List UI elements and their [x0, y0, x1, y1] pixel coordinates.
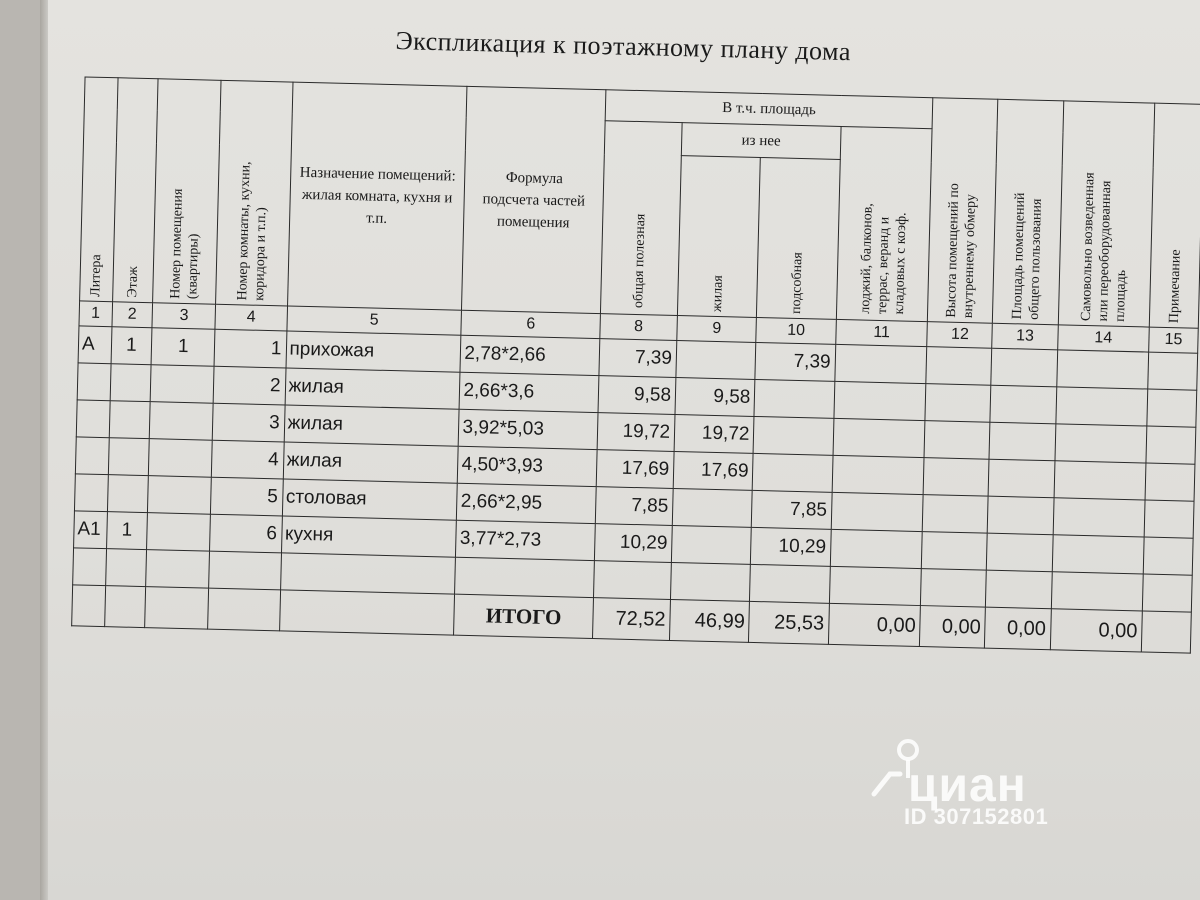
cell-living	[671, 525, 751, 564]
cell-formula	[455, 557, 594, 597]
cell-height	[922, 532, 988, 571]
cell-living: 17,69	[673, 451, 753, 490]
cell-unauthorized	[1052, 535, 1144, 574]
header-area-group: В т.ч. площадь	[605, 90, 933, 129]
column-number: 5	[286, 306, 462, 335]
cell-auxiliary	[750, 564, 830, 603]
cell-total: 19,72	[597, 413, 675, 452]
column-number: 8	[600, 314, 678, 341]
cell-total: 9,58	[598, 376, 676, 415]
totals-label: ИТОГО	[454, 594, 593, 638]
cell-note	[1141, 611, 1191, 653]
cell-room: 5	[211, 477, 283, 516]
cell-note	[1142, 574, 1192, 612]
header-living: жилая	[677, 156, 760, 318]
watermark-brand: циан	[908, 759, 1027, 812]
cell-common	[988, 496, 1054, 535]
cell-note	[1144, 500, 1194, 538]
cell-floor	[105, 549, 147, 587]
cell-note	[1146, 426, 1196, 464]
cell-apartment	[149, 439, 213, 478]
cell-loggias	[832, 455, 924, 494]
cell-auxiliary	[754, 379, 834, 418]
cell-formula: 2,78*2,66	[460, 335, 599, 375]
cell-litera: А1	[74, 511, 107, 549]
cell-floor: 1	[106, 512, 148, 550]
header-unauthorized-area: Самовольно возведенная или переоборудованная площадь	[1058, 101, 1155, 327]
total-living-area: 46,99	[670, 599, 750, 642]
cell-litera	[74, 474, 107, 512]
cell-purpose: жилая	[283, 442, 459, 483]
total-height: 0,00	[920, 606, 986, 649]
cell-room: 6	[210, 514, 282, 553]
cell-apartment	[150, 365, 214, 404]
cell-common	[989, 422, 1055, 461]
cell-room: 1	[214, 329, 286, 368]
cell-purpose	[279, 590, 455, 635]
header-apartment-number: Номер помещения (квартиры)	[153, 79, 222, 304]
cell-apartment	[148, 476, 212, 515]
cell-loggias	[831, 492, 923, 531]
column-number: 3	[152, 303, 216, 330]
header-total-useful: общая полезная	[600, 121, 682, 316]
header-purpose: Назначение помещений: жилая комната, кухня и т.п.	[287, 82, 467, 310]
column-number: 2	[112, 302, 153, 328]
column-number: 13	[992, 323, 1058, 350]
cell-living	[676, 341, 756, 380]
cell-litera	[76, 400, 109, 438]
cell-floor	[109, 401, 151, 439]
cell-unauthorized	[1051, 572, 1143, 611]
cell-height	[923, 458, 989, 497]
cell-living	[671, 562, 751, 601]
cell-note	[1143, 537, 1193, 575]
cell-room: 4	[212, 440, 284, 479]
cell-total	[593, 561, 671, 600]
header-of-which: из нее	[681, 123, 840, 160]
cell-room: 2	[213, 366, 285, 405]
cell-floor: 1	[111, 327, 153, 365]
cell-room	[208, 588, 280, 631]
cell-living	[672, 488, 752, 527]
header-loggias: лоджий, балконов, террас, веранд и кладовых с коэф.	[836, 126, 932, 321]
cell-floor	[104, 586, 146, 628]
cell-litera	[77, 363, 110, 401]
column-number: 15	[1149, 327, 1199, 353]
cell-apartment	[149, 402, 213, 441]
cell-total: 7,39	[599, 339, 677, 378]
cell-floor	[108, 438, 150, 476]
cell-floor	[107, 475, 149, 513]
cell-apartment: 1	[151, 328, 215, 367]
cell-formula: 2,66*3,6	[460, 372, 599, 412]
total-unauthorized-area: 0,00	[1050, 609, 1143, 652]
cell-living: 19,72	[674, 414, 754, 453]
explication-table	[71, 76, 1200, 653]
cell-auxiliary: 7,85	[752, 490, 832, 529]
column-number: 11	[836, 319, 928, 346]
cell-unauthorized	[1056, 350, 1148, 389]
cell-unauthorized	[1054, 461, 1146, 500]
cell-apartment	[147, 513, 211, 552]
cell-height	[926, 347, 992, 386]
cell-loggias	[835, 344, 927, 383]
cell-total: 10,29	[594, 524, 672, 563]
cian-watermark	[868, 738, 1098, 838]
header-note: Примечание	[1149, 103, 1200, 328]
cell-apartment	[146, 550, 210, 589]
cell-purpose	[280, 553, 456, 594]
cell-common	[986, 570, 1052, 609]
cell-common	[990, 385, 1056, 424]
column-number: 10	[756, 317, 836, 344]
cell-total: 7,85	[595, 487, 673, 526]
column-number: 4	[215, 304, 287, 331]
total-useful-area: 72,52	[592, 598, 670, 641]
watermark-listing-id: ID 307152801	[904, 804, 1049, 829]
cell-room: 3	[213, 403, 285, 442]
cell-purpose: кухня	[281, 516, 457, 557]
cell-common	[991, 348, 1057, 387]
cell-purpose: жилая	[284, 405, 460, 446]
cell-formula: 2,66*2,95	[457, 483, 596, 523]
cell-common	[987, 533, 1053, 572]
cell-height	[921, 569, 987, 608]
cell-purpose: жилая	[285, 368, 461, 409]
cell-litera	[75, 437, 108, 475]
cell-living: 9,58	[675, 378, 755, 417]
column-number: 12	[927, 322, 993, 349]
cell-loggias	[829, 566, 921, 605]
total-auxiliary-area: 25,53	[749, 601, 829, 644]
column-number: 14	[1057, 325, 1149, 352]
cell-height	[924, 421, 990, 460]
cell-auxiliary	[753, 416, 833, 455]
page-title: Экспликация к поэтажному плану дома	[395, 26, 852, 67]
header-formula: Формула подсчета частей помещения	[462, 86, 606, 313]
cell-total: 17,69	[596, 450, 674, 489]
cell-formula: 4,50*3,93	[458, 446, 597, 486]
cell-floor	[110, 364, 152, 402]
cell-loggias	[830, 529, 922, 568]
header-height: Высота помещений по внутреннему обмеру	[928, 98, 999, 324]
cell-formula: 3,77*2,73	[456, 520, 595, 560]
cell-note	[1148, 352, 1198, 390]
cell-loggias	[833, 418, 925, 457]
cell-purpose: столовая	[282, 479, 458, 520]
cell-auxiliary	[753, 453, 833, 492]
cell-formula: 3,92*5,03	[459, 409, 598, 449]
total-common-area: 0,00	[985, 607, 1051, 650]
header-room-number: Номер комнаты, кухни, коридора и т.п.)	[216, 80, 293, 306]
cell-litera	[72, 585, 106, 627]
cell-apartment	[145, 587, 209, 630]
cell-unauthorized	[1055, 387, 1147, 426]
cell-room	[209, 551, 281, 590]
cell-height	[923, 495, 989, 534]
document	[49, 18, 1200, 726]
column-number: 6	[461, 310, 600, 338]
cell-litera	[73, 548, 106, 586]
cell-height	[925, 384, 991, 423]
header-litera: Литера	[80, 77, 118, 302]
cell-common	[989, 459, 1055, 498]
cell-auxiliary: 10,29	[751, 527, 831, 566]
cell-litera: А	[78, 326, 111, 364]
header-floor: Этаж	[112, 78, 158, 303]
total-loggias-area: 0,00	[828, 603, 921, 646]
header-auxiliary: подсобная	[757, 158, 840, 320]
column-number: 1	[79, 301, 112, 327]
cell-unauthorized	[1053, 498, 1145, 537]
cell-auxiliary: 7,39	[755, 342, 835, 381]
header-common-area: Площадь помещений общего пользования	[993, 99, 1064, 325]
column-number: 9	[677, 316, 757, 343]
cell-note	[1147, 389, 1197, 427]
cell-loggias	[834, 381, 926, 420]
cell-purpose: прихожая	[286, 331, 462, 372]
cell-note	[1145, 463, 1195, 501]
cell-unauthorized	[1055, 424, 1147, 463]
